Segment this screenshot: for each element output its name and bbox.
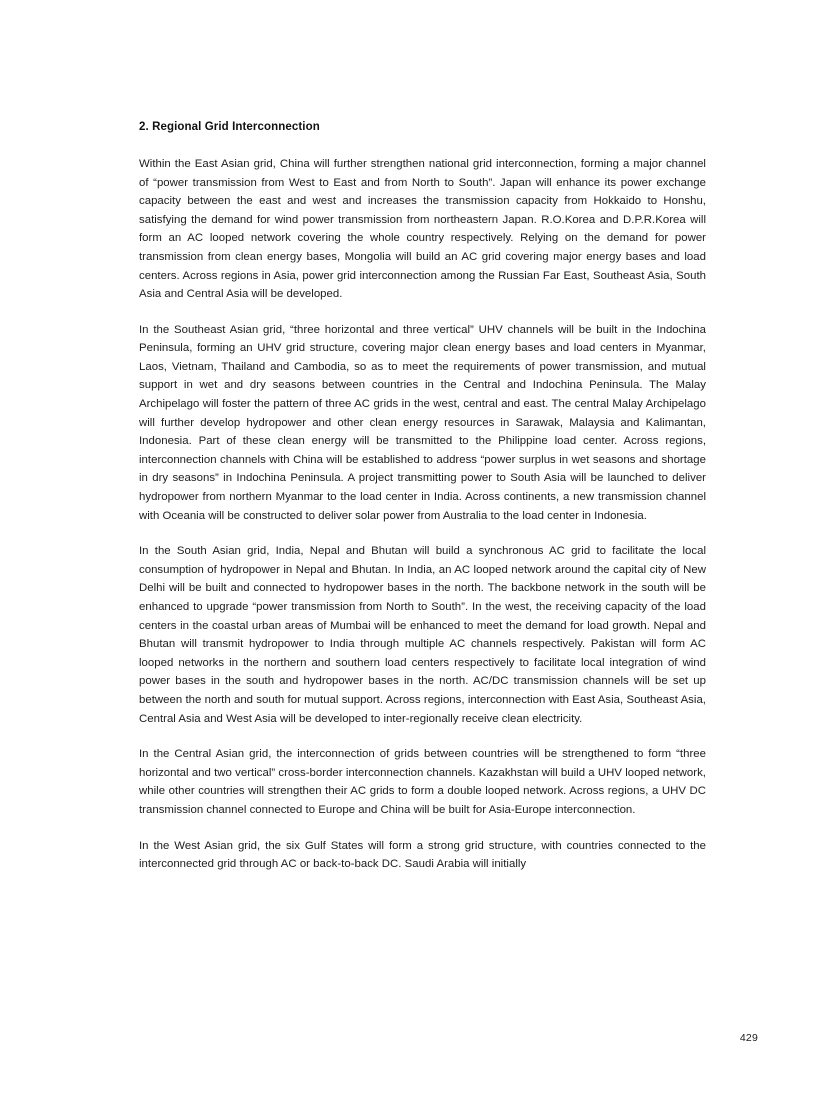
section-heading: 2. Regional Grid Interconnection (139, 121, 320, 133)
paragraph-south-asian-grid: In the South Asian grid, India, Nepal and Bhutan will build a synchronous AC grid to facilitate the local consumption of hydropower in Nepal and Bhutan. In India, an AC looped network around the capital city of New Delhi will be built and connected to hydropower bases in the north. The backbone network in the south will be enhanced to upgrade “power transmission from North to South”. In the west, the receiving capacity of the load centers in the coastal urban areas of Mumbai will be enhanced to meet the demand for load growth. Nepal and Bhutan will transmit hydropower to India through multiple AC channels respectively. Pakistan will form AC looped networks in the northern and southern load centers respectively to facilitate local integration of wind power bases in the south and hydropower bases in the north. AC/DC transmission channels will be set up between the north and south for mutual support. Across regions, interconnection with East Asia, Southeast Asia, Central Asia and West Asia will be developed to inter-regionally receive clean electricity. (139, 545, 706, 725)
page-number: 429 (739, 1032, 758, 1044)
paragraph-west-asian-grid: In the West Asian grid, the six Gulf States will form a strong grid structure, with countries connected to the interconnected grid through AC or back-to-back DC. Saudi Arabia will initially (139, 839, 706, 871)
page-content (139, 120, 706, 874)
paragraph-southeast-asian-grid: In the Southeast Asian grid, “three horizontal and three vertical” UHV channels will be built in the Indochina Peninsula, forming an UHV grid structure, covering major clean energy bases and load centers in Myanmar, Laos, Vietnam, Thailand and Cambodia, so as to meet the requirements of power transmission, and mutual support in wet and dry seasons between countries in the Central and Indochina Peninsula. The Malay Archipelago will foster the pattern of three AC grids in the west, central and east. The central Malay Archipelago will further develop hydropower and other clean energy resources in Sarawak, Malaysia and Kalimantan, Indonesia. Part of these clean energy will be transmitted to the Philippine load center. Across regions, interconnection channels with China will be established to address “power surplus in wet seasons and shortage in dry seasons” in Indochina Peninsula. A project transmitting power to South Asia will be launched to deliver hydropower from northern Myanmar to the load center in India. Across continents, a new transmission channel with Oceania will be constructed to deliver solar power from Australia to the load center in Indonesia. (139, 323, 706, 522)
paragraph-central-asian-grid: In the Central Asian grid, the interconnection of grids between countries will be strengthened to form “three horizontal and two vertical” cross-border interconnection channels. Kazakhstan will build a UHV looped network, while other countries will strengthen their AC grids to form a double looped network. Across regions, a UHV DC transmission channel connected to Europe and China will be built for Asia-Europe interconnection. (139, 748, 706, 816)
paragraph-east-asian-grid: Within the East Asian grid, China will further strengthen national grid interconnection, forming a major channel of “power transmission from West to East and from North to South”. Japan will enhance its power exchange capacity between the east and west and increases the transmission capacity from Hokkaido to Honshu, satisfying the demand for wind power transmission from northeastern Japan. R.O.Korea and D.P.R.Korea will form an AC looped network covering the whole country respectively. Relying on the demand for power transmission from clean energy bases, Mongolia will build an AC grid covering major energy bases and load centers. Across regions in Asia, power grid interconnection among the Russian Far East, Southeast Asia, South Asia and Central Asia will be developed. (139, 157, 706, 301)
